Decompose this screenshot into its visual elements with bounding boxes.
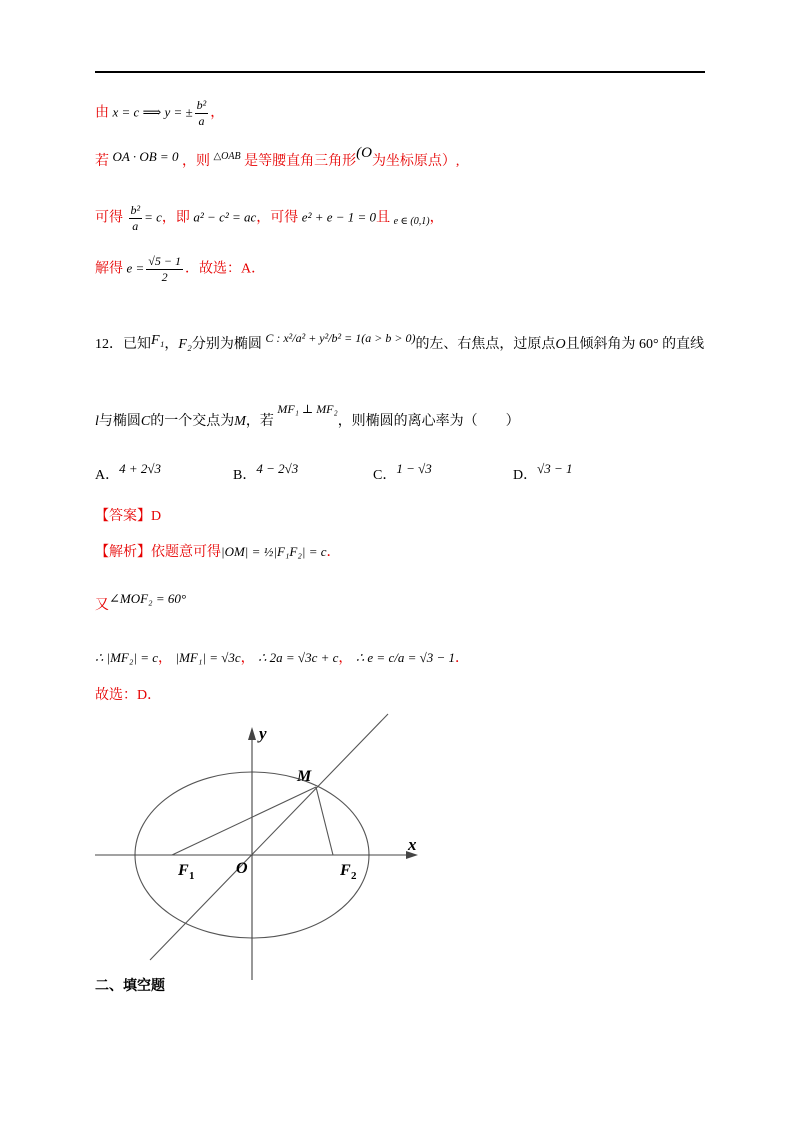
option-a[interactable]: A．4 + 2√3: [95, 461, 162, 483]
section-heading: 二、填空题: [95, 978, 165, 994]
analysis-tag: 【解析】: [95, 545, 151, 560]
problem-12-line-2: l与椭圆C的一个交点为M，若 MF₁ ⊥ MF₂，则椭圆的离心率为（ ）: [95, 402, 520, 429]
answer-value: D: [151, 509, 162, 524]
point-m-label: M: [297, 768, 312, 785]
solution-line-4: 解得 e = $\frac{√5 - 1}{2}$ ．故选：A．: [95, 254, 266, 284]
segment-f1-m: [172, 787, 316, 855]
option-b[interactable]: B．4 − 2√3: [233, 461, 299, 483]
point-o-label: O: [236, 860, 248, 877]
analysis-line-2: 又∠MOF₂ = 60°: [95, 591, 187, 613]
point-f1-label: F: [178, 862, 189, 879]
y-axis-arrow: [248, 727, 256, 740]
point-f2-subscript: 2: [351, 870, 357, 882]
solution-line-3: 可得 $\frac{\text{b²}}{a}$ = c，即 a² − c² = ac，可得 e² + e − 1 = 0且 e ∈ (0,1)，: [95, 203, 444, 233]
analysis-line-3: ∴ |MF₂| = c， |MF₁| = √3c， ∴ 2a = √3c + c， ∴ e = c/a = √3 − 1．: [95, 650, 470, 666]
x-axis-label: x: [408, 835, 417, 854]
analysis-line-1: 【解析】依题意可得|OM| = ½|F₁F₂| = c．: [95, 544, 341, 560]
y-axis-label: y: [259, 724, 267, 743]
solution-line-1: 由 x = c ⟹ y = ± $\frac{\text{b²}}{a}$ ，: [95, 98, 225, 128]
line-l: [150, 714, 388, 960]
analysis-conclusion: 故选：D．: [95, 688, 162, 703]
option-c[interactable]: C．1 − √3: [373, 461, 432, 483]
solution-line-2: 若 OA · OB = 0 ，则 $^{\triangle OAB}$ 是等腰直角三角形(O为坐标原点）,: [95, 145, 460, 169]
point-f2-label: F: [340, 862, 351, 879]
answer-tag: 【答案】: [95, 509, 151, 524]
option-d[interactable]: D．√3 − 1: [513, 461, 573, 483]
point-f1-subscript: 1: [189, 870, 195, 882]
problem-12-line-1: 12．已知F₁，F₂分别为椭圆 C : x²/a² + y²/b² = 1(a > b > 0)的左、右焦点，过原点O且倾斜角为 60° 的直线: [95, 331, 705, 352]
segment-m-f2: [316, 787, 333, 855]
